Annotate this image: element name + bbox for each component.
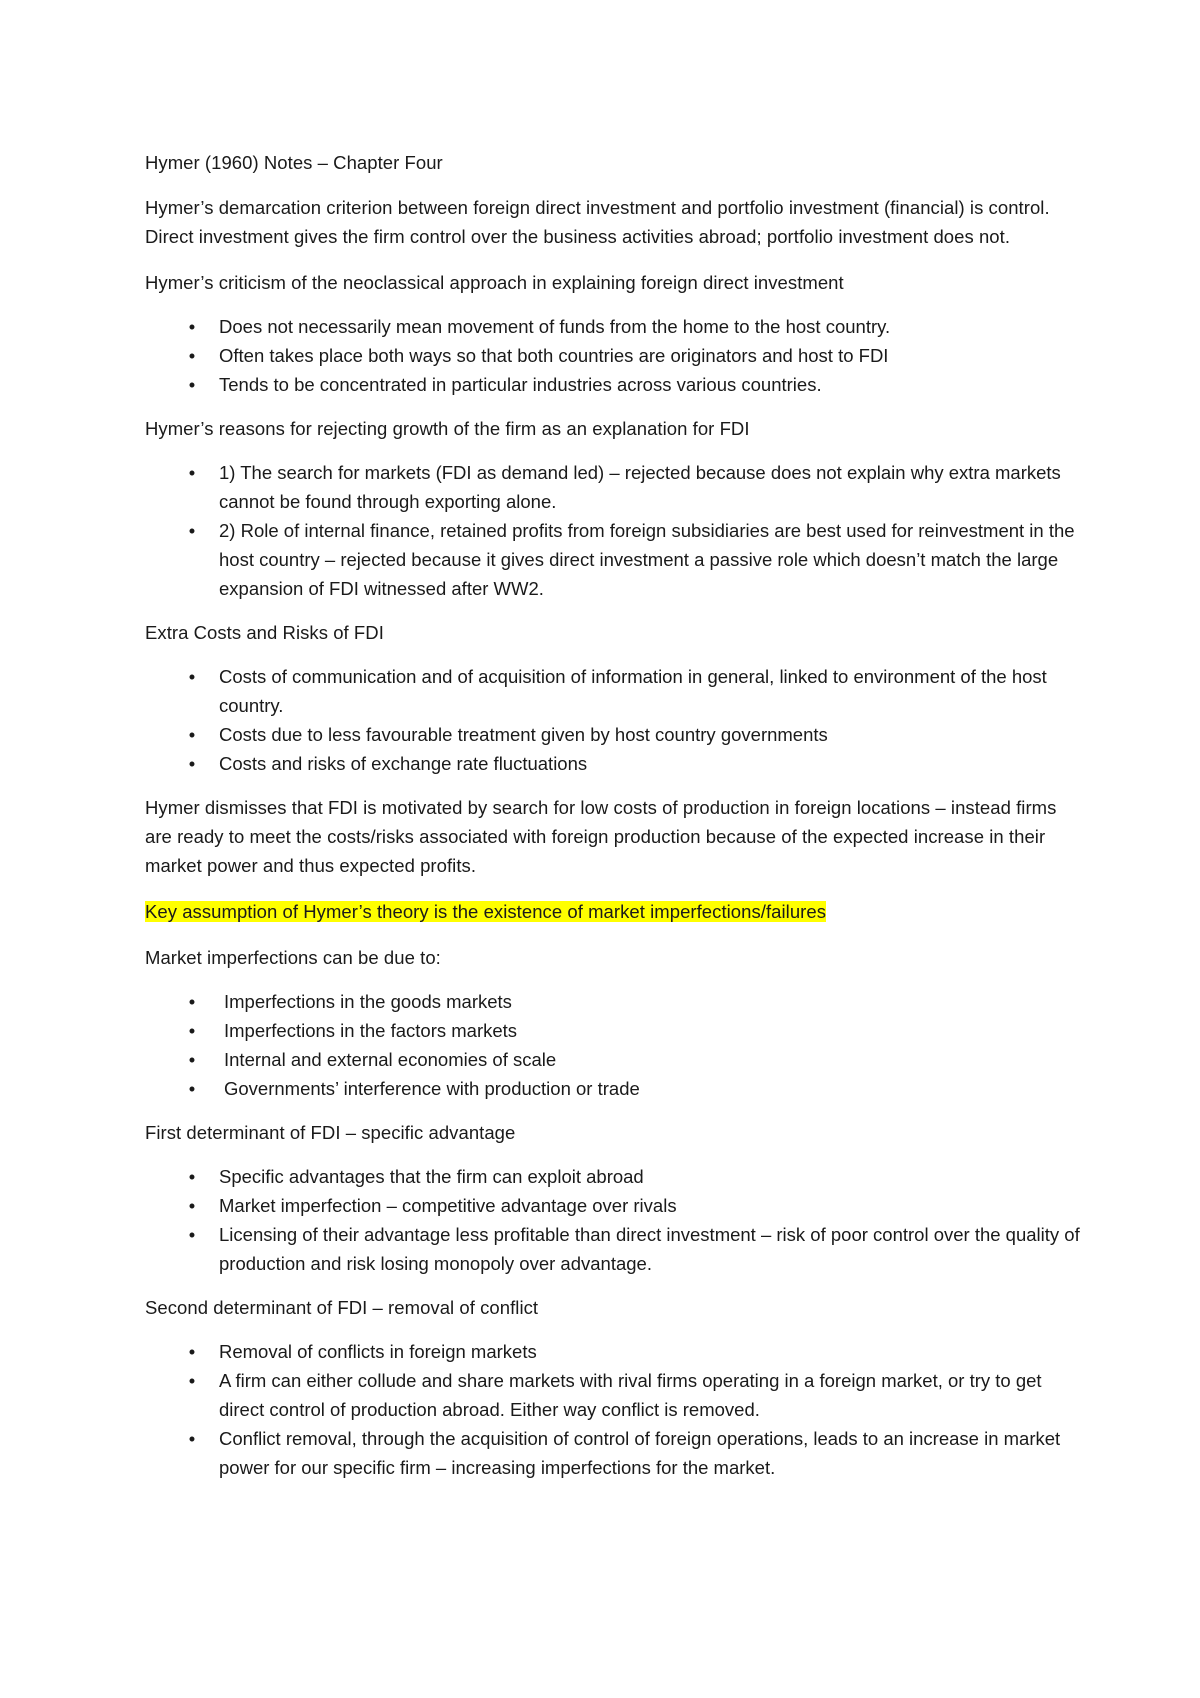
list-item: • Removal of conflicts in foreign markets — [145, 1337, 1080, 1366]
bullet-icon: • — [188, 316, 196, 337]
list-item: • Specific advantages that the firm can exploit abroad — [145, 1162, 1080, 1191]
list-item: • Imperfections in the goods markets — [145, 987, 1080, 1016]
list-item: • A firm can either collude and share markets with rival firms operating in a foreign market, or try to get direct control of production abroad. Either way conflict is removed. — [145, 1366, 1080, 1424]
bullet-icon: • — [188, 753, 196, 774]
bullet-icon: • — [188, 462, 196, 483]
dismisses-paragraph: Hymer dismisses that FDI is motivated by search for low costs of production in foreign locations – instead firms are ready to meet the costs/risks associated with foreign production because of the expected increase in their market power and thus expected profits. — [145, 797, 1057, 876]
list-item: • Market imperfection – competitive advantage over rivals — [145, 1191, 1080, 1220]
list-item: • 1) The search for markets (FDI as demand led) – rejected because does not explain why extra markets cannot be found through exporting alone. — [145, 458, 1080, 516]
list-item: • Internal and external economies of scale — [145, 1045, 1080, 1074]
list-item: • Often takes place both ways so that both countries are originators and host to FDI — [145, 341, 1080, 370]
list-item: • Imperfections in the factors markets — [145, 1016, 1080, 1045]
list-item: • Costs and risks of exchange rate fluctuations — [145, 749, 1080, 778]
bullet-icon: • — [188, 1166, 196, 1187]
bullet-icon: • — [188, 1428, 196, 1449]
key-assumption-highlight: Key assumption of Hymer’s theory is the existence of market imperfections/failures — [145, 901, 827, 922]
bullet-icon: • — [188, 1224, 196, 1245]
list-item: • Costs of communication and of acquisition of information in general, linked to environment of the host country. — [145, 662, 1080, 720]
bullet-icon: • — [188, 1195, 196, 1216]
bullet-icon: • — [188, 1078, 196, 1099]
list-item: • Tends to be concentrated in particular industries across various countries. — [145, 370, 1080, 399]
list-item: • Licensing of their advantage less profitable than direct investment – risk of poor control over the quality of production and risk losing monopoly over advantage. — [145, 1220, 1080, 1278]
demarcation-paragraph: Hymer’s demarcation criterion between foreign direct investment and portfolio investment (financial) is control. Direct investment gives the firm control over the business activities abroad; portfolio investment does not. — [145, 197, 1050, 247]
criticism-list — [145, 312, 1080, 399]
first-determinant-heading: First determinant of FDI – specific advantage — [145, 1122, 516, 1143]
list-item: • Costs due to less favourable treatment given by host country governments — [145, 720, 1080, 749]
bullet-icon: • — [188, 1370, 196, 1391]
bullet-icon: • — [188, 991, 196, 1012]
second-determinant-heading: Second determinant of FDI – removal of conflict — [145, 1297, 539, 1318]
bullet-icon: • — [188, 1020, 196, 1041]
imperfections-list — [145, 987, 1080, 1103]
costs-heading: Extra Costs and Risks of FDI — [145, 622, 384, 643]
bullet-icon: • — [188, 520, 196, 541]
list-item: • 2) Role of internal finance, retained profits from foreign subsidiaries are best used for reinvestment in the host country – rejected because it gives direct investment a passive role which doesn’t match the large expansion of FDI witnessed after WW2. — [145, 516, 1080, 603]
list-item: • Governments’ interference with production or trade — [145, 1074, 1080, 1103]
bullet-icon: • — [188, 724, 196, 745]
bullet-icon: • — [188, 345, 196, 366]
growth-list — [145, 458, 1080, 603]
criticism-heading: Hymer’s criticism of the neoclassical approach in explaining foreign direct investment — [145, 272, 844, 293]
bullet-icon: • — [188, 666, 196, 687]
bullet-icon: • — [188, 374, 196, 395]
bullet-icon: • — [188, 1341, 196, 1362]
list-item: • Does not necessarily mean movement of funds from the home to the host country. — [145, 312, 1080, 341]
key-assumption-paragraph — [145, 897, 1080, 926]
document-title: Hymer (1960) Notes – Chapter Four — [145, 152, 443, 173]
growth-heading: Hymer’s reasons for rejecting growth of the firm as an explanation for FDI — [145, 418, 750, 439]
list-item: • Conflict removal, through the acquisition of control of foreign operations, leads to an increase in market power for our specific firm – increasing imperfections for the market. — [145, 1424, 1080, 1482]
costs-list — [145, 662, 1080, 778]
second-determinant-list — [145, 1337, 1080, 1482]
first-determinant-list — [145, 1162, 1080, 1278]
bullet-icon: • — [188, 1049, 196, 1070]
imperfections-heading: Market imperfections can be due to: — [145, 947, 441, 968]
